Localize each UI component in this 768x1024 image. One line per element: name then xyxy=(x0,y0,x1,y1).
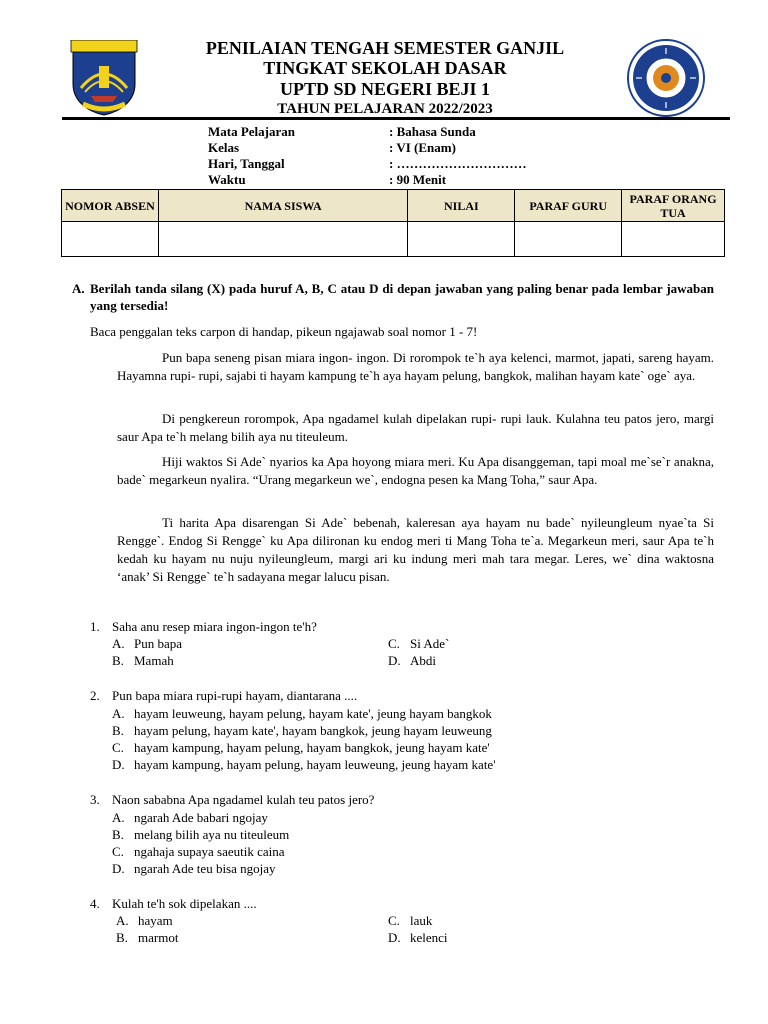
option-letter: D. xyxy=(388,930,401,945)
nama-siswa-cell[interactable] xyxy=(158,222,408,257)
option-text: kelenci xyxy=(410,930,448,945)
option-d[interactable] xyxy=(388,929,448,946)
passage-paragraph: Di pengkereun rorompok, Apa ngadamel kulah dipelakan rupi- rupi lauk. Kulahna teu patos jero, margi saur Apa te`h melang bilih aya nu titeuleum. xyxy=(117,411,714,444)
option-text: Si Ade` xyxy=(410,636,450,651)
info-row-class xyxy=(208,140,608,156)
option-letter: A. xyxy=(112,810,125,825)
paraf-orang-tua-cell[interactable] xyxy=(622,222,725,257)
school-seal-logo xyxy=(626,38,706,118)
section-letter: A. xyxy=(72,281,85,296)
option-text: melang bilih aya nu titeuleum xyxy=(134,827,290,842)
option-d[interactable] xyxy=(388,652,436,669)
info-label: Mata Pelajaran xyxy=(208,124,296,139)
option-b[interactable] xyxy=(116,929,178,946)
question-stem: Naon sababna Apa ngadamel kulah teu patos jero? xyxy=(112,792,375,807)
option-d[interactable] xyxy=(112,860,276,877)
nomor-absen-cell[interactable] xyxy=(62,222,159,257)
question-number: 2. xyxy=(90,688,100,703)
question-number: 3. xyxy=(90,792,100,807)
option-c[interactable] xyxy=(112,843,285,860)
info-value: : ………………………… xyxy=(389,156,527,171)
info-label: Kelas xyxy=(208,140,240,155)
option-letter: D. xyxy=(388,653,401,668)
info-row-date xyxy=(208,156,608,172)
option-text: hayam leuweung, hayam pelung, hayam kate', jeung hayam bangkok xyxy=(134,706,492,721)
question-stem: Saha anu resep miara ingon-ingon te'h? xyxy=(112,619,317,634)
option-a[interactable] xyxy=(112,705,492,722)
header-nomor-absen: NOMOR ABSEN xyxy=(62,190,159,222)
info-label: Waktu xyxy=(208,172,246,187)
nilai-cell[interactable] xyxy=(408,222,515,257)
option-a[interactable] xyxy=(112,809,268,826)
academic-year: TAHUN PELAJARAN 2022/2023 xyxy=(277,101,493,117)
option-b[interactable] xyxy=(112,652,174,669)
option-c[interactable] xyxy=(388,635,449,652)
option-text: hayam kampung, hayam pelung, hayam leuweung, jeung hayam kate' xyxy=(134,757,496,772)
option-text: Pun bapa xyxy=(134,636,183,651)
option-letter: B. xyxy=(112,723,124,738)
option-a[interactable] xyxy=(112,635,182,652)
question-1 xyxy=(90,618,710,670)
question-stem: Kulah te'h sok dipelakan .... xyxy=(112,896,257,911)
option-text: Mamah xyxy=(134,653,174,668)
info-label: Hari, Tanggal xyxy=(208,156,285,171)
info-value: : VI (Enam) xyxy=(389,140,456,155)
option-letter: A. xyxy=(116,913,129,928)
option-d[interactable] xyxy=(112,756,496,773)
header-paraf-orang-tua: PARAF ORANG TUA xyxy=(622,190,725,222)
student-score-table xyxy=(61,189,725,257)
passage-paragraph: Ti harita Apa disarengan Si Ade` bebenah, kaleresan aya hayam nu bade` nyileungleum nyae`ta Si Rengge`. Endog Si Rengge` ku Apa dilironan ku endog meri ti Mang Toha te`a. Megarkeun meri, saur Apa te`h kedah ku hayam nu nuju nyileungleum, margi ari ku indung meri mah tara megar. Leres, we` dina waktosna ‘anak’ Si Rengge` te`h sadayana megar lalucu pisan. xyxy=(117,515,714,584)
passage-paragraph: Hiji waktos Si Ade` nyarios ka Apa hoyong miara meri. Ku Apa disanggeman, tapi moal me`se`r anakna, bade` megarkeun nyalira. “Urang megarkeun we`, endogna pesen ka Mang Toha,” saur Apa. xyxy=(117,454,714,487)
option-text: ngarah Ade teu bisa ngojay xyxy=(134,861,276,876)
option-letter: C. xyxy=(388,636,400,651)
passage-paragraph: Pun bapa seneng pisan miara ingon- ingon. Di rorompok te`h aya kelenci, marmot, japati, sareng hayam. Hayamna rupi- rupi, sajabi ti hayam kampung te`h aya hayam pelung, bangkok, malihan hayam kate` oge` aya. xyxy=(117,350,714,383)
header-nama-siswa: NAMA SISWA xyxy=(158,190,408,222)
option-letter: D. xyxy=(112,861,125,876)
table-row xyxy=(62,222,725,257)
option-letter: A. xyxy=(112,636,125,651)
school-name: UPTD SD NEGERI BEJI 1 xyxy=(279,79,491,99)
exam-title-block xyxy=(150,38,620,118)
option-text: hayam xyxy=(138,913,173,928)
kota-depok-logo xyxy=(69,40,139,116)
option-letter: C. xyxy=(388,913,400,928)
option-b[interactable] xyxy=(112,826,289,843)
info-row-time xyxy=(208,172,608,188)
option-letter: B. xyxy=(116,930,128,945)
question-stem: Pun bapa miara rupi-rupi hayam, diantarana .... xyxy=(112,688,358,703)
option-letter: A. xyxy=(112,706,125,721)
passage-intro: Baca penggalan teks carpon di handap, pikeun ngajawab soal nomor 1 - 7! xyxy=(90,324,478,339)
header-divider xyxy=(62,117,730,120)
option-letter: D. xyxy=(112,757,125,772)
option-c[interactable] xyxy=(112,739,490,756)
subject-info xyxy=(208,124,608,188)
option-a[interactable] xyxy=(116,912,173,929)
option-text: hayam pelung, hayam kate', hayam bangkok, jeung hayam leuweung xyxy=(134,723,492,738)
info-value: : 90 Menit xyxy=(389,172,447,187)
option-c[interactable] xyxy=(388,912,432,929)
header-paraf-guru: PARAF GURU xyxy=(515,190,622,222)
paraf-guru-cell[interactable] xyxy=(515,222,622,257)
option-text: marmot xyxy=(138,930,179,945)
option-letter: C. xyxy=(112,844,124,859)
question-2 xyxy=(90,687,710,775)
option-letter: C. xyxy=(112,740,124,755)
section-a-instruction xyxy=(72,280,714,314)
question-number: 1. xyxy=(90,619,100,634)
table-header-row xyxy=(62,190,725,222)
option-text: hayam kampung, hayam pelung, hayam bangkok, jeung hayam kate' xyxy=(134,740,490,755)
option-text: lauk xyxy=(410,913,433,928)
info-value: : Bahasa Sunda xyxy=(389,124,476,139)
header-nilai: NILAI xyxy=(408,190,515,222)
option-text: ngarah Ade babari ngojay xyxy=(134,810,268,825)
instruction-text: Berilah tanda silang (X) pada huruf A, B, C atau D di depan jawaban yang paling benar pada lembar jawaban yang tersedia! xyxy=(90,281,714,313)
question-4 xyxy=(90,895,710,947)
option-b[interactable] xyxy=(112,722,492,739)
question-number: 4. xyxy=(90,896,100,911)
exam-title: PENILAIAN TENGAH SEMESTER GANJIL xyxy=(205,38,565,58)
question-3 xyxy=(90,791,710,879)
option-letter: B. xyxy=(112,827,124,842)
option-text: ngahaja supaya saeutik caina xyxy=(134,844,285,859)
option-text: Abdi xyxy=(410,653,436,668)
option-letter: B. xyxy=(112,653,124,668)
school-level: TINGKAT SEKOLAH DASAR xyxy=(263,58,507,78)
info-row-subject xyxy=(208,124,608,140)
